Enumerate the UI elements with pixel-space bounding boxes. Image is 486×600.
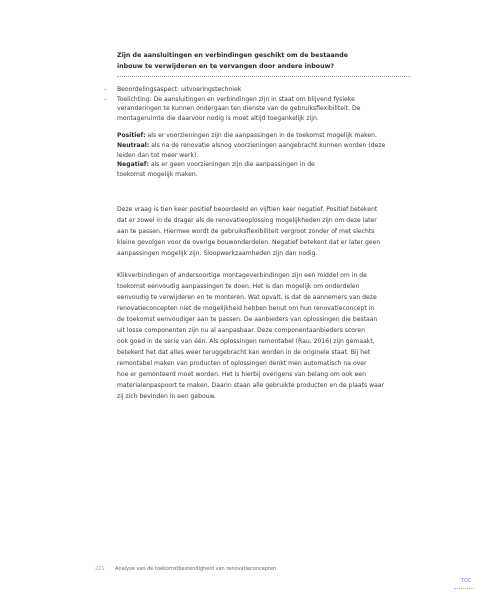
- criteria-item-toelichting: [104, 95, 411, 124]
- paragraph-line: aan te passen. Hiermee wordt de gebruiksflexibiliteit vergroot zonder of met slechts: [117, 228, 375, 236]
- neutraal-label: Neutraal:: [117, 141, 150, 149]
- paragraph-line: de toekomst eenvoudiger aan te passen. De aanbieders van oplossingen die bestaan: [117, 316, 378, 324]
- paragraph-line: dat er zowel in de drager als de renovatieoplossing mogelijkheden zijn om deze later: [117, 217, 377, 225]
- paragraph-line: Klikverbindingen of andersoortige montageverbindingen zijn een middel om in de: [117, 272, 367, 280]
- paragraph-line: eenvoudig te verwijderen en te monteren. Wat opvalt, is dat de aannemers van deze: [117, 294, 377, 302]
- positief-text: als er voorzieningen zijn die aanpassingen in de toekomst mogelijk maken.: [145, 132, 377, 140]
- paragraph-line: zij zich bevinden in een gebouw.: [117, 393, 216, 401]
- toc-underline: [454, 588, 474, 589]
- criteria-item-aspect: [104, 85, 411, 95]
- criteria-text: Beoordelingsaspect: uitvoeringstechniek: [117, 86, 242, 93]
- list-dash: –: [104, 86, 108, 93]
- paragraph-line: remontabel maken van producten of oplossingen denkt men automatisch na over: [117, 360, 367, 368]
- paragraph-line: hoe er gemonteerd moet worden. Het is hierbij overigens van belang om ook een: [117, 371, 366, 379]
- neutraal-text-cont: leiden dan tot meer werk).: [117, 151, 199, 159]
- page-footer: [95, 566, 276, 572]
- footer-title: Analyse van de toekomstbestendigheid van renovatieconcepten: [115, 566, 277, 572]
- criteria-line: Toelichting: De aansluitingen en verbindingen zijn in staat om blijvend fysieke: [117, 95, 355, 103]
- paragraph-line: renovatieconcepten niet de mogelijkheid hebben benut om hun renovatieconcept in: [117, 305, 375, 313]
- paragraph-line: toekomst eenvoudig aanpassingen te doen. Het is dan mogelijk om onderdelen: [117, 283, 360, 291]
- positief-label: Positief:: [117, 132, 146, 140]
- definitions: [117, 131, 411, 179]
- neutraal-text: als na de renovatie alsnog voorzieningen aangebracht kunnen worden (deze: [149, 141, 386, 149]
- paragraph-line: kleine gevolgen voor de overige bouwonderdelen. Negatief betekent dat er later geen: [117, 239, 381, 247]
- list-dash: –: [104, 95, 108, 103]
- question-line-1: Zijn de aansluitingen en verbindingen geschikt om de bestaande: [117, 52, 348, 59]
- criteria-line: montageruimte die daarvoor nodig is moet altijd toegankelijk zijn.: [117, 114, 319, 122]
- page-number: 221: [95, 566, 105, 572]
- paragraph-line: uit losse componenten zijn nu al aanpasbaar. Deze componentaanbieders scoren: [117, 327, 365, 335]
- paragraph-line: materialenpaspoort te maken. Daarin staan alle gebruikte producten en de plaats waar: [117, 382, 385, 390]
- negatief-label: Negatief:: [117, 161, 149, 169]
- paragraph-2: [117, 270, 411, 402]
- criteria-line: veranderingen te kunnen ondergaan ten dienste van de gebruiksflexibiliteit. De: [117, 105, 361, 113]
- question-heading: [117, 50, 411, 72]
- paragraph-line: aanpassingen mogelijk zijn. Sloopwerkzaamheden zijn dan nodig.: [117, 250, 318, 258]
- toc-link[interactable]: TOC: [461, 578, 472, 584]
- dotted-divider: [117, 76, 411, 77]
- paragraph-line: betekent het dat alles weer teruggebracht kan worden in de originele staat. Bij het: [117, 349, 371, 357]
- main-content: [104, 50, 411, 402]
- paragraph-1: [117, 204, 411, 259]
- paragraph-line: Deze vraag is tien keer positief beoordeeld en vijftien keer negatief. Positief betekent: [117, 206, 378, 214]
- question-line-2: inbouw te verwijderen en te vervangen door andere inbouw?: [117, 63, 335, 70]
- criteria-list: [104, 85, 411, 123]
- negatief-text: als er geen voorzieningen zijn die aanpassingen in de: [148, 161, 315, 169]
- paragraph-line: ook goed in de serie van één. Als oplossingen remontabel (Rau, 2016) zijn gemaakt,: [117, 338, 375, 346]
- negatief-text-cont: toekomst mogelijk maken.: [117, 170, 198, 178]
